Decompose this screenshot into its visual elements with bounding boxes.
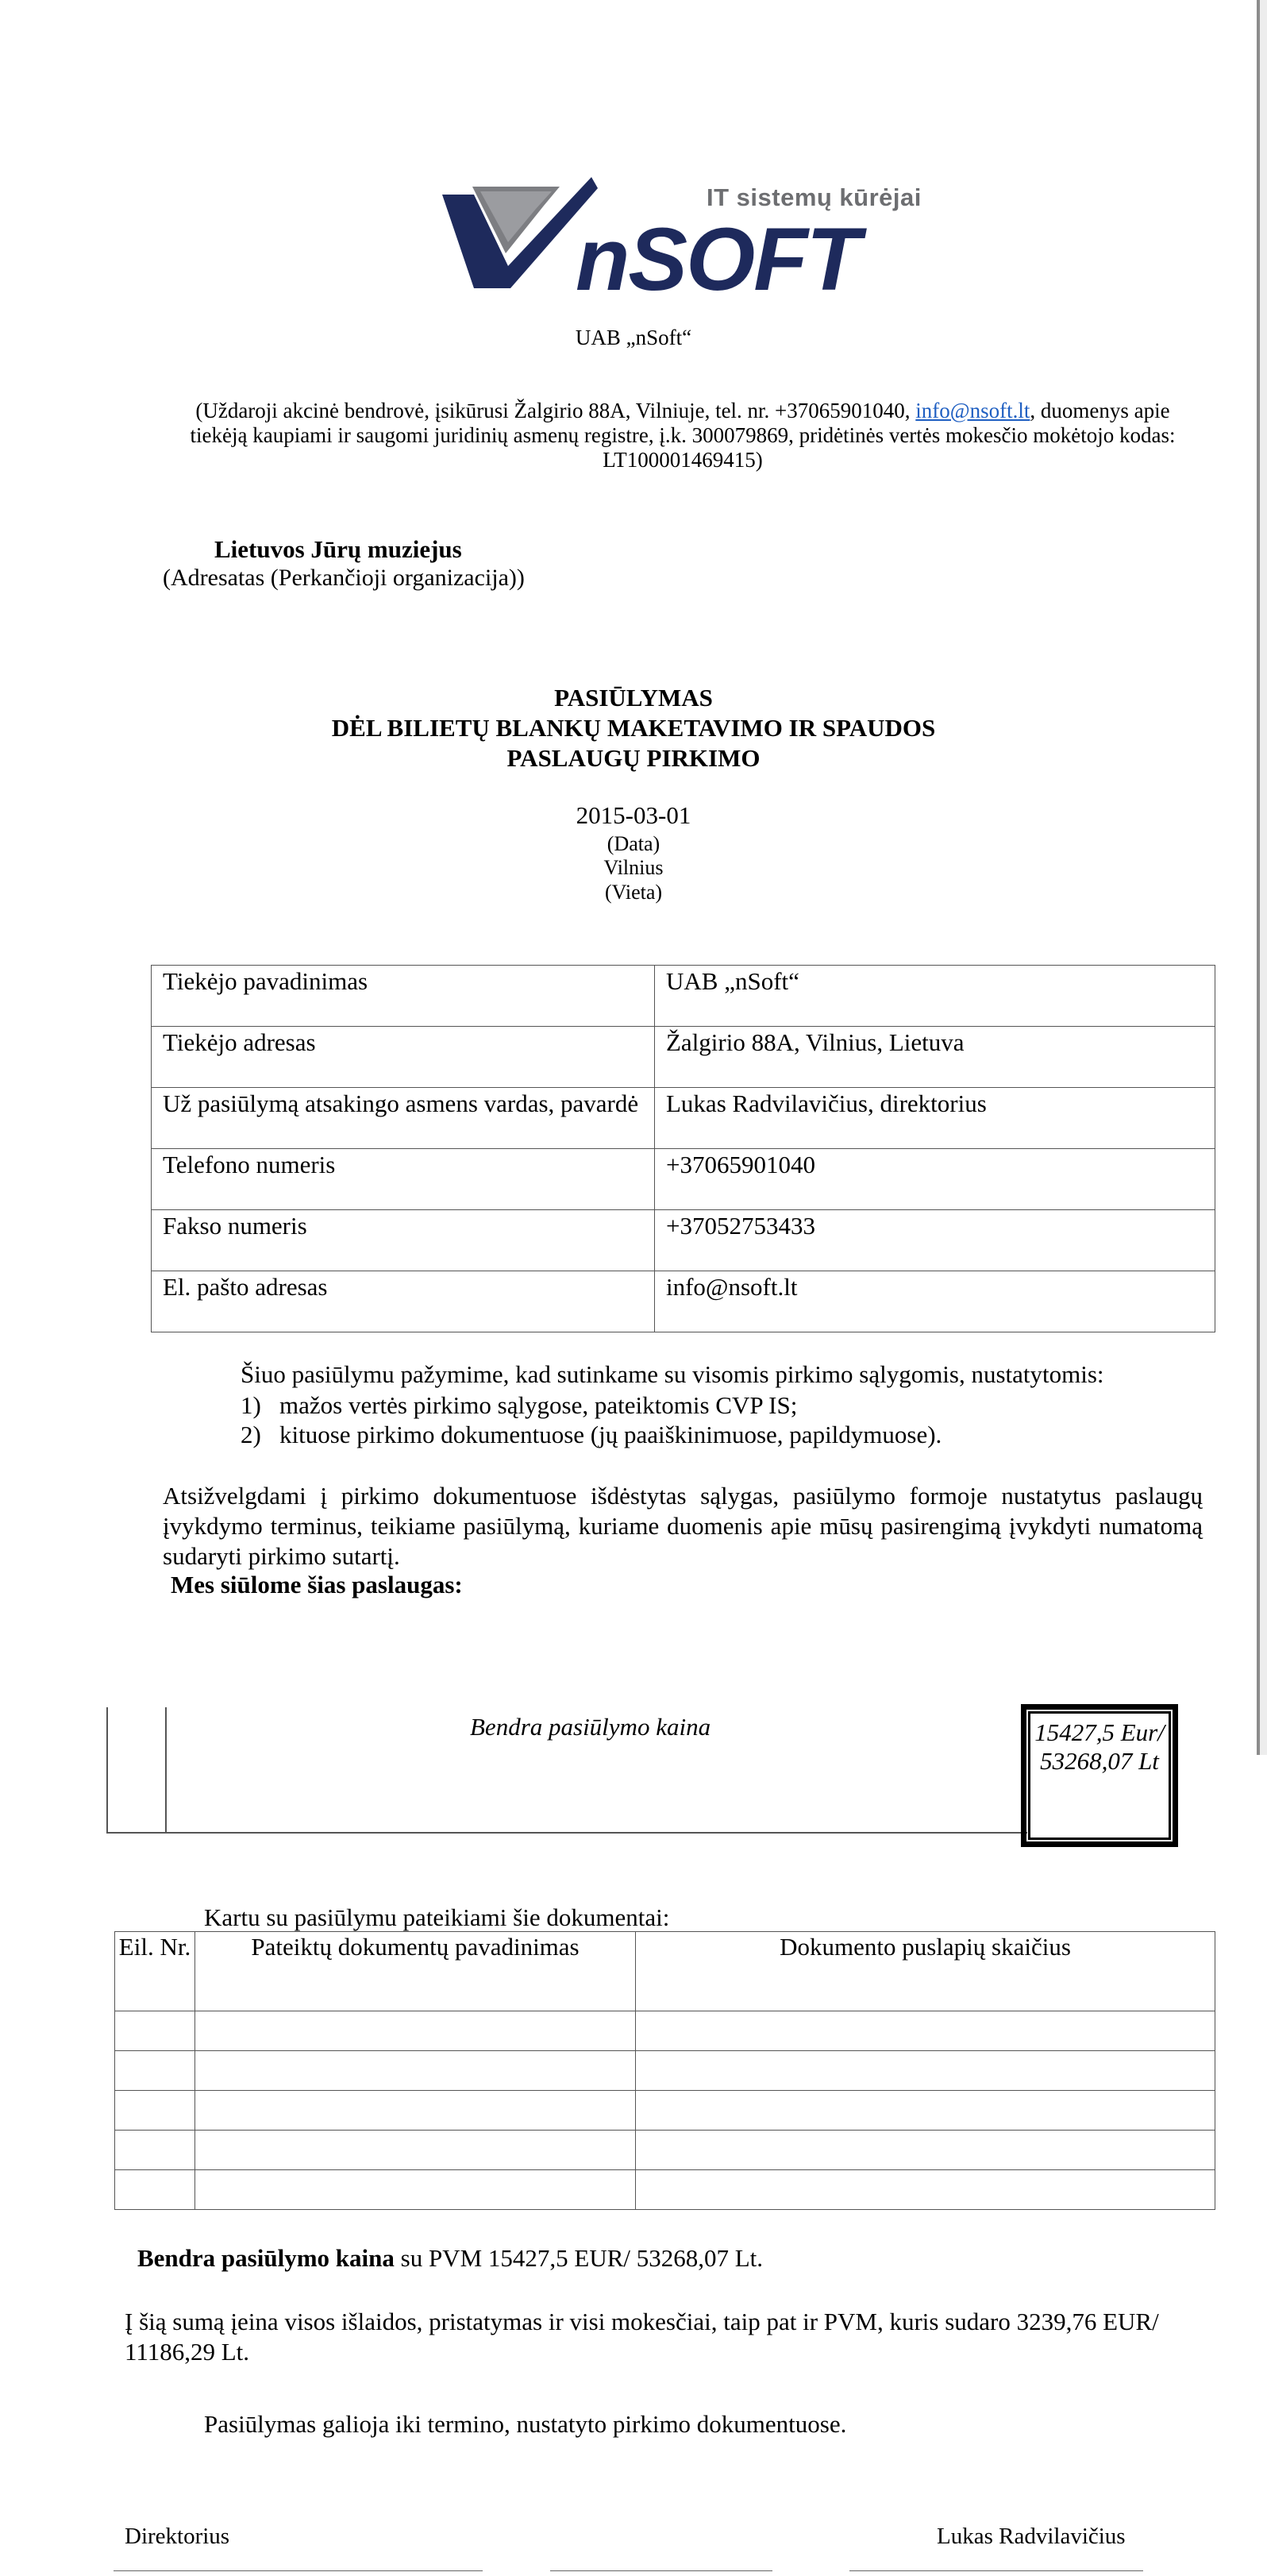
place-label: (Vieta) bbox=[604, 881, 663, 904]
condition-1-text: mažos vertės pirkimo sąlygose, pateiktomis CVP IS; bbox=[279, 1391, 798, 1419]
legal-text-start: (Uždaroji akcinė bendrovė, įsikūrusi Žalgirio 88A, Vilniuje, tel. nr. +37065901040, bbox=[195, 399, 916, 422]
price-box bbox=[1024, 1707, 1175, 1844]
info-key: Už pasiūlymą atsakingo asmens vardas, pavardė bbox=[152, 1088, 655, 1149]
title-line-3: PASLAUGŲ PIRKIMO bbox=[506, 744, 761, 772]
offer-heading: Mes siūlome šias paslaugas: bbox=[171, 1571, 463, 1598]
price-label: Bendra pasiūlymo kaina bbox=[470, 1713, 711, 1741]
document-cell bbox=[195, 2131, 636, 2170]
price-includes-text: Į šią sumą įeina visos išlaidos, pristatymas ir visi mokesčiai, taip pat ir PVM, kuris sudaro 3239,76 EUR/ 11186,29 Lt. bbox=[125, 2308, 1159, 2366]
document-cell bbox=[195, 2170, 636, 2210]
total-price-label: Bendra pasiūlymo kaina bbox=[137, 2244, 395, 2272]
recipient-role: (Adresatas (Perkančioji organizacija)) bbox=[163, 565, 525, 591]
document-cell bbox=[636, 2091, 1215, 2131]
info-value: Žalgirio 88A, Vilnius, Lietuva bbox=[655, 1027, 1215, 1088]
conditions-intro: Šiuo pasiūlymu pažymime, kad sutinkame su visomis pirkimo sąlygomis, nustatytomis: bbox=[241, 1360, 1104, 1388]
document-cell bbox=[115, 2051, 195, 2091]
document-row bbox=[115, 2011, 1215, 2051]
info-row bbox=[152, 1088, 1215, 1149]
info-value: +37052753433 bbox=[655, 1210, 1215, 1271]
documents-heading: Kartu su pasiūlymu pateikiami šie dokumentai: bbox=[204, 1903, 670, 1931]
email-link[interactable]: info@nsoft.lt bbox=[915, 399, 1030, 422]
validity-text: Pasiūlymas galioja iki termino, nustatyto pirkimo dokumentuose. bbox=[204, 2410, 847, 2438]
signature-line-sign bbox=[550, 2570, 772, 2571]
document-cell bbox=[115, 2131, 195, 2170]
document-cell bbox=[115, 2011, 195, 2051]
info-value: info@nsoft.lt bbox=[655, 1271, 1215, 1332]
document-cell bbox=[115, 2091, 195, 2131]
info-value: +37065901040 bbox=[655, 1149, 1215, 1210]
col-header-document-name: Pateiktų dokumentų pavadinimas bbox=[195, 1932, 636, 2011]
document-cell bbox=[195, 2011, 636, 2051]
place-value: Vilnius bbox=[603, 856, 664, 879]
info-key: Tiekėjo pavadinimas bbox=[152, 966, 655, 1027]
logo-wordmark: nSOFT bbox=[576, 210, 860, 306]
document-row bbox=[115, 2051, 1215, 2091]
document-cell bbox=[195, 2051, 636, 2091]
condition-2-number: 2) bbox=[241, 1421, 261, 1448]
title-line-2: DĖL BILIETŲ BLANKŲ MAKETAVIMO IR SPAUDOS bbox=[331, 714, 936, 742]
info-key: Telefono numeris bbox=[152, 1149, 655, 1210]
document-row bbox=[115, 2131, 1215, 2170]
document-row bbox=[115, 2091, 1215, 2131]
document-cell bbox=[636, 2051, 1215, 2091]
company-logo bbox=[433, 171, 933, 306]
document-cell bbox=[115, 2170, 195, 2210]
document-row bbox=[115, 2170, 1215, 2210]
info-row bbox=[152, 1149, 1215, 1210]
price-row-divider bbox=[165, 1707, 167, 1833]
info-row bbox=[152, 1210, 1215, 1271]
info-value: UAB „nSoft“ bbox=[655, 966, 1215, 1027]
date-value: 2015-03-01 bbox=[576, 801, 691, 829]
col-header-page-count: Dokumento puslapių skaičius bbox=[636, 1932, 1215, 2011]
condition-1-number: 1) bbox=[241, 1391, 261, 1419]
documents-table bbox=[114, 1931, 1215, 2210]
supplier-info-table bbox=[151, 965, 1215, 1332]
info-key: Tiekėjo adresas bbox=[152, 1027, 655, 1088]
total-price bbox=[137, 2244, 763, 2273]
document-cell bbox=[195, 2091, 636, 2131]
recipient-name: Lietuvos Jūrų muziejus bbox=[214, 535, 462, 563]
info-value: Lukas Radvilavičius, direktorius bbox=[655, 1088, 1215, 1149]
price-row-left-border bbox=[106, 1707, 108, 1833]
document-cell bbox=[636, 2131, 1215, 2170]
info-key: El. pašto adresas bbox=[152, 1271, 655, 1332]
condition-2-text: kituose pirkimo dokumentuose (jų paaiškinimuose, papildymuose). bbox=[279, 1421, 942, 1448]
col-header-number: Eil. Nr. bbox=[115, 1932, 195, 2011]
logo-tagline: IT sistemų kūrėjai bbox=[707, 183, 922, 211]
date-label: (Data) bbox=[607, 832, 660, 855]
title-line-1: PASIŪLYMAS bbox=[554, 684, 713, 711]
signature-name: Lukas Radvilavičius bbox=[937, 2524, 1126, 2549]
document-cell bbox=[636, 2011, 1215, 2051]
company-name: UAB „nSoft“ bbox=[575, 326, 692, 349]
signature-line-name bbox=[849, 2570, 1143, 2571]
info-row bbox=[152, 1271, 1215, 1332]
signature-line-title bbox=[114, 2570, 483, 2571]
legal-text-end: , duomenys apie tiekėją kaupiami ir saugomi juridinių asmenų registre, į.k. 300079869, pridėtinės vertės mokesčio mokėtojo kodas: LT100001469415) bbox=[190, 399, 1176, 472]
price-row-bottom-border bbox=[106, 1832, 1027, 1834]
legal-info bbox=[183, 399, 1183, 472]
signature-title: Direktorius bbox=[125, 2524, 230, 2549]
offer-paragraph: Atsižvelgdami į pirkimo dokumentuose išdėstytas sąlygas, pasiūlymo formoje nustatytus paslaugų įvykdymo terminus, teikiame pasiūlymą, kuriame duomenis apie mūsų pasirengimą įvykdyti numatomą sudaryti pirkimo sutartį. bbox=[163, 1482, 1203, 1570]
document-title bbox=[0, 683, 1267, 773]
total-price-value: su PVM 15427,5 EUR/ 53268,07 Lt. bbox=[394, 2244, 764, 2272]
info-row bbox=[152, 1027, 1215, 1088]
info-row bbox=[152, 966, 1215, 1027]
document-cell bbox=[636, 2170, 1215, 2210]
info-key: Fakso numeris bbox=[152, 1210, 655, 1271]
price-value: 15427,5 Eur/ 53268,07 Lt bbox=[1034, 1718, 1165, 1775]
